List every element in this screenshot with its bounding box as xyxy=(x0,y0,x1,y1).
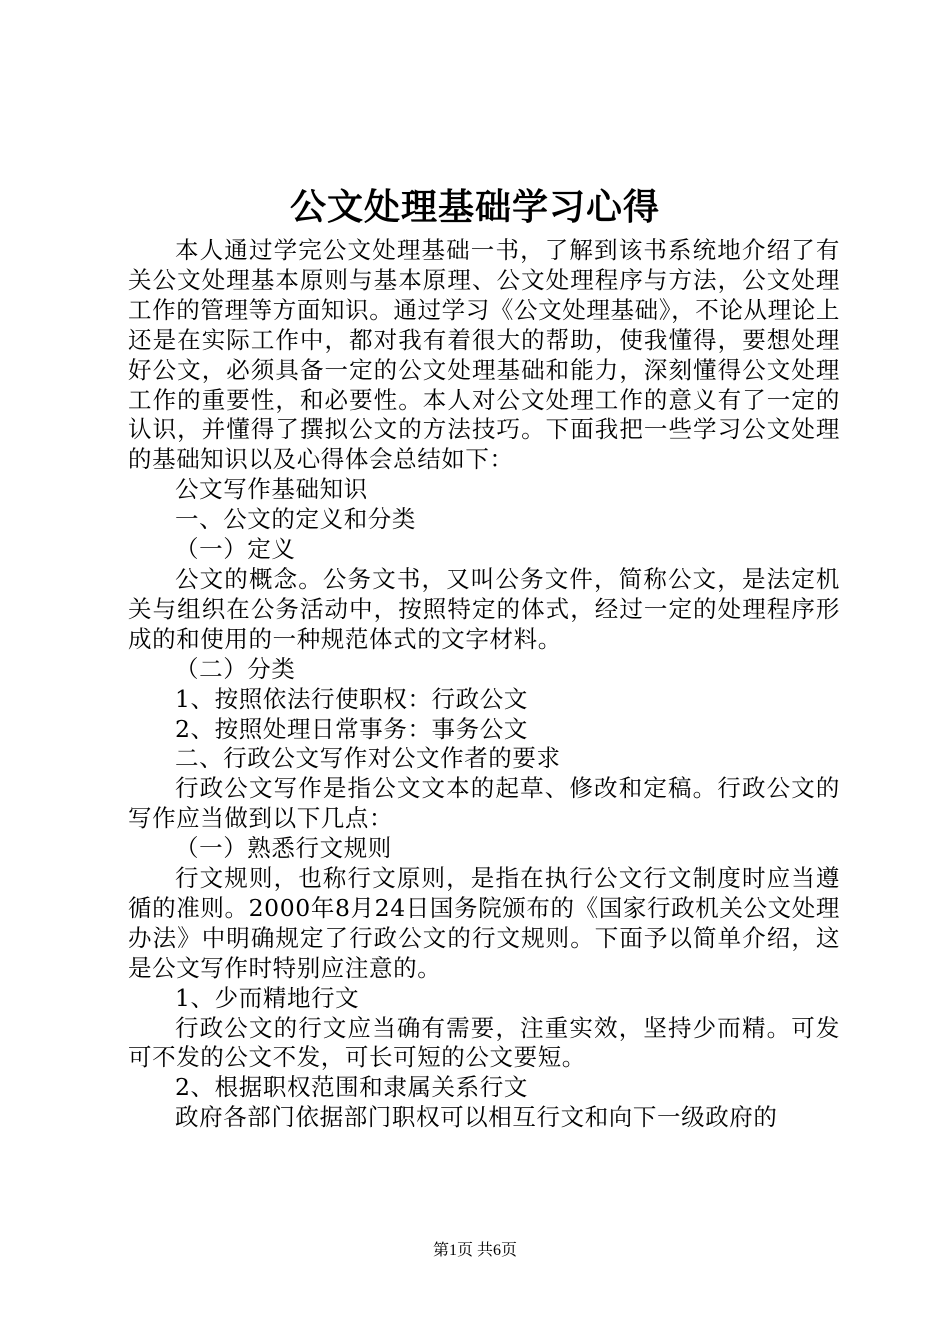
paragraph: 二、行政公文写作对公文作者的要求 xyxy=(175,744,561,773)
document-title: 公文处理基础学习心得 xyxy=(289,186,660,228)
paragraph: （二）分类 xyxy=(175,654,296,683)
paragraph: 行政公文写作是指公文文本的起草、修改和定稿。行政公文的写作应当做到以下几点： xyxy=(128,774,840,833)
page-number-footer: 第1页 共6页 xyxy=(432,1242,517,1259)
paragraph: 公文的概念。公务文书，又叫公务文件，简称公文，是法定机关与组织在公务活动中，按照特定的体式，经过一定的处理程序形成的和使用的一种规范体式的文字材料。 xyxy=(128,564,840,653)
paragraph: （一）定义 xyxy=(175,535,296,564)
paragraph: 2、根据职权范围和隶属关系行文 xyxy=(175,1073,528,1102)
paragraph: 行政公文的行文应当确有需要，注重实效，坚持少而精。可发可不发的公文不发，可长可短的公文要短。 xyxy=(128,1013,840,1072)
paragraph: （一）熟悉行文规则 xyxy=(175,834,392,863)
paragraph: 1、少而精地行文 xyxy=(175,983,360,1012)
paragraph: 行文规则，也称行文原则，是指在执行公文行文制度时应当遵循的准则。2000年8月24日国务院颁布的《国家行政机关公文处理办法》中明确规定了行政公文的行文规则。下面予以简单介绍，这是公文写作时特别应注意的。 xyxy=(128,864,840,982)
paragraph: 本人通过学完公文处理基础一书，了解到该书系统地介绍了有关公文处理基本原则与基本原理、公文处理程序与方法，公文处理工作的管理等方面知识。通过学习《公文处理基础》，不论从理论上还是在实际工作中，都对我有着很大的帮助，使我懂得，要想处理好公文，必须具备一定的公文处理基础和能力，深刻懂得公文处理工作的重要性，和必要性。本人对公文处理工作的意义有了一定的认识，并懂得了撰拟公文的方法技巧。下面我把一些学习公文处理的基础知识以及心得体会总结如下： xyxy=(128,236,840,474)
paragraph: 政府各部门依据部门职权可以相互行文和向下一级政府的 xyxy=(175,1103,778,1132)
paragraph: 1、按照依法行使职权：行政公文 xyxy=(175,684,528,713)
paragraph: 公文写作基础知识 xyxy=(175,475,368,504)
document-body xyxy=(128,236,840,1133)
paragraph: 2、按照处理日常事务：事务公文 xyxy=(175,714,528,743)
paragraph: 一、公文的定义和分类 xyxy=(175,505,416,534)
